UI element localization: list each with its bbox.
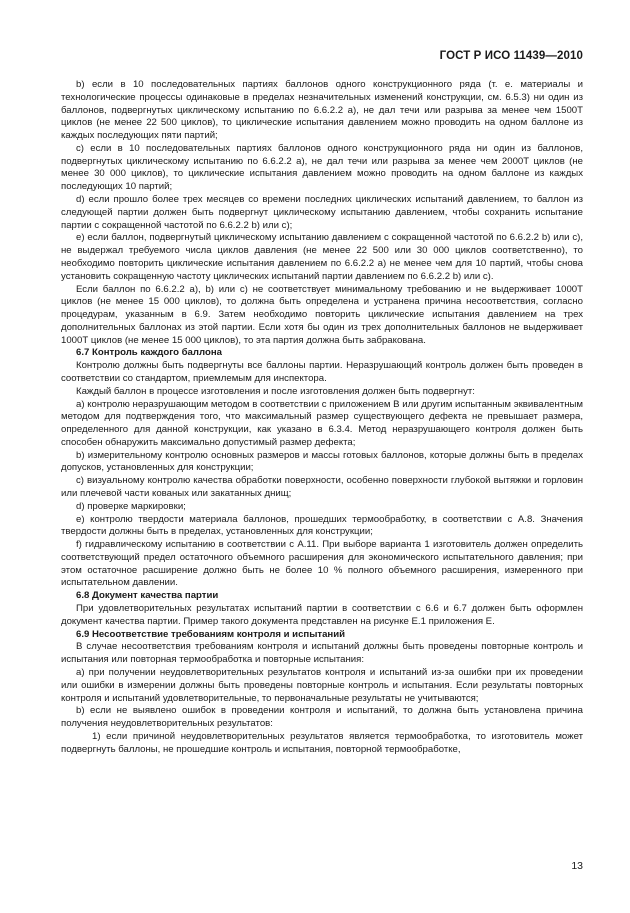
list-item-d: d) проверке маркировки;: [76, 500, 186, 512]
section-heading-6-8: 6.8 Документ качества партии: [76, 590, 219, 602]
list-item-b: b) измерительному контролю основных размеров и массы готовых баллонов, которые должны быть в пределах допусков, установленных для конструкции;: [61, 449, 583, 474]
list-item-f: f) гидравлическому испытанию в соответствии с А.11. При выборе варианта 1 изготовитель должен определить соответствующий предел остаточного объемного расширения для экономического испытательного давления; при этом остаточное расширение должно быть не более 10 % полного объемного расширения, измеренного при испытательном давлении.: [61, 539, 583, 589]
paragraph-6-9-intro: В случае несоответствия требованиям контроля и испытаний должны быть проведены повторные контроль и испытания или повторная термообработка и повторные испытания:: [61, 641, 583, 666]
paragraph-b: b) если в 10 последовательных партиях баллонов одного конструкционного ряда (т. е. материалы и технологические процессы одинаковые в пределах незначительных изменений конструкции, см. 6.5.3) ни один из баллонов, подвергнутых циклическому испытанию по 6.6.2.2 а), не дал течи или разрыва за менее чем 1500Т циклов (не менее 22 500 циклов), то циклические испытания давлением можно проводить на одном баллоне из каждых последующих пяти партий;: [61, 79, 583, 142]
list-item-e: е) контролю твердости материала баллонов, прошедших термообработку, в соответствии с А.8. Значения твердости должны быть в пределах, установленных для конструкции;: [61, 513, 583, 538]
document-body: [61, 79, 583, 756]
paragraph-6-7-each: Каждый баллон в процессе изготовления и после изготовления должен быть подвергнут:: [76, 385, 475, 397]
page-number: 13: [571, 860, 583, 872]
section-heading-6-7: 6.7 Контроль каждого баллона: [76, 347, 222, 359]
paragraph-6-7-intro: Контролю должны быть подвергнуты все баллоны партии. Неразрушающий контроль должен быть проведен в соответствии со стандартом, приемлемым для инспектора.: [61, 360, 583, 384]
list-item-6-9-b: b) если не выявлено ошибок в проведении контроля и испытаний, то должна быть установлена причина получения неудовлетворительных результатов:: [61, 705, 583, 730]
list-item-a: а) контролю неразрушающим методом в соответствии с приложением В или другим испытанным эквивалентным методом для подтверждения того, что максимальный размер существующего дефекта не превышает размера, определенного для данной конструкции, как указано в 6.3.4. Метод неразрушающего контроля должен быть способен обнаружить максимально допустимый размер дефекта;: [61, 398, 583, 448]
list-item-6-9-a: а) при получении неудовлетворительных результатов контроля и испытаний из-за ошибки при их проведении или ошибки в измерении должны быть проведены повторные контроль и испытания. Если результаты повторных контроля и испытаний удовлетворительные, то первоначальные результаты не учитываются;: [61, 666, 583, 704]
paragraph-failure: Если баллон по 6.6.2.2 а), b) или с) не соответствует минимальному требованию и не выдерживает 1000Т циклов (не менее 15 000 циклов), то должна быть определена и устранена причина несоответствия, согласно процедурам, указанным в 6.9. Затем необходимо повторить циклические испытания давлением на трех дополнительных баллонах из этой партии. Если хотя бы один из трех дополнительных баллонов не выдерживает 1000Т циклов (не менее 15 000 циклов), то эта партия должна быть забракована.: [61, 283, 583, 346]
section-heading-6-9: 6.9 Несоответствие требованиям контроля и испытаний: [76, 628, 346, 640]
list-item-c: с) визуальному контролю качества обработки поверхности, особенно поверхности глубокой вытяжки и горловин или плечевой части кованых или закатанных днищ;: [61, 475, 583, 499]
paragraph-c: c) если в 10 последовательных партиях баллонов одного конструкционного ряда ни один из баллонов, подвергнутых циклическому испытанию по 6.6.2.2 а), не дал течи или разрыва за менее чем 2000Т циклов (не менее 30 000 циклов), то циклические испытания давлением можно проводить на одном баллоне из каждых последующих 10 партий;: [61, 142, 583, 193]
paragraph-d: d) если прошло более трех месяцев со времени последних циклических испытаний давлением, то баллон из следующей партии должен быть подвергнут циклическому испытанию давлением, чтобы сохранить испытание партии с сокращенной частотой по 6.6.2.2 b) или с);: [61, 194, 583, 231]
paragraph-6-8: При удовлетворительных результатах испытаний партии в соответствии с 6.6 и 6.7 должен быть оформлен документ качества партии. Пример такого документа представлен на рисунке Е.1 приложения Е.: [61, 603, 583, 627]
standard-header: ГОСТ Р ИСО 11439—2010: [439, 50, 583, 62]
sub-item-1: 1) если причиной неудовлетворительных результатов является термообработка, то изготовитель может подвергнуть баллоны, не прошедшие контроль и испытания, повторной термообработке,: [61, 730, 583, 755]
paragraph-e: e) если баллон, подвергнутый циклическому испытанию давлением с сокращенной частотой по 6.6.2.2 b) или с), не выдержал требуемого числа циклов давления (не менее 22 500 или 30 000 циклов соответственно), то необходимо повторить циклические испытания давлением по 6.6.2.2 а) не менее чем для 10 партий, чтобы снова установить сокращенную частоту циклических испытаний партии давлением по 6.6.2.2 b) или с).: [61, 232, 583, 282]
